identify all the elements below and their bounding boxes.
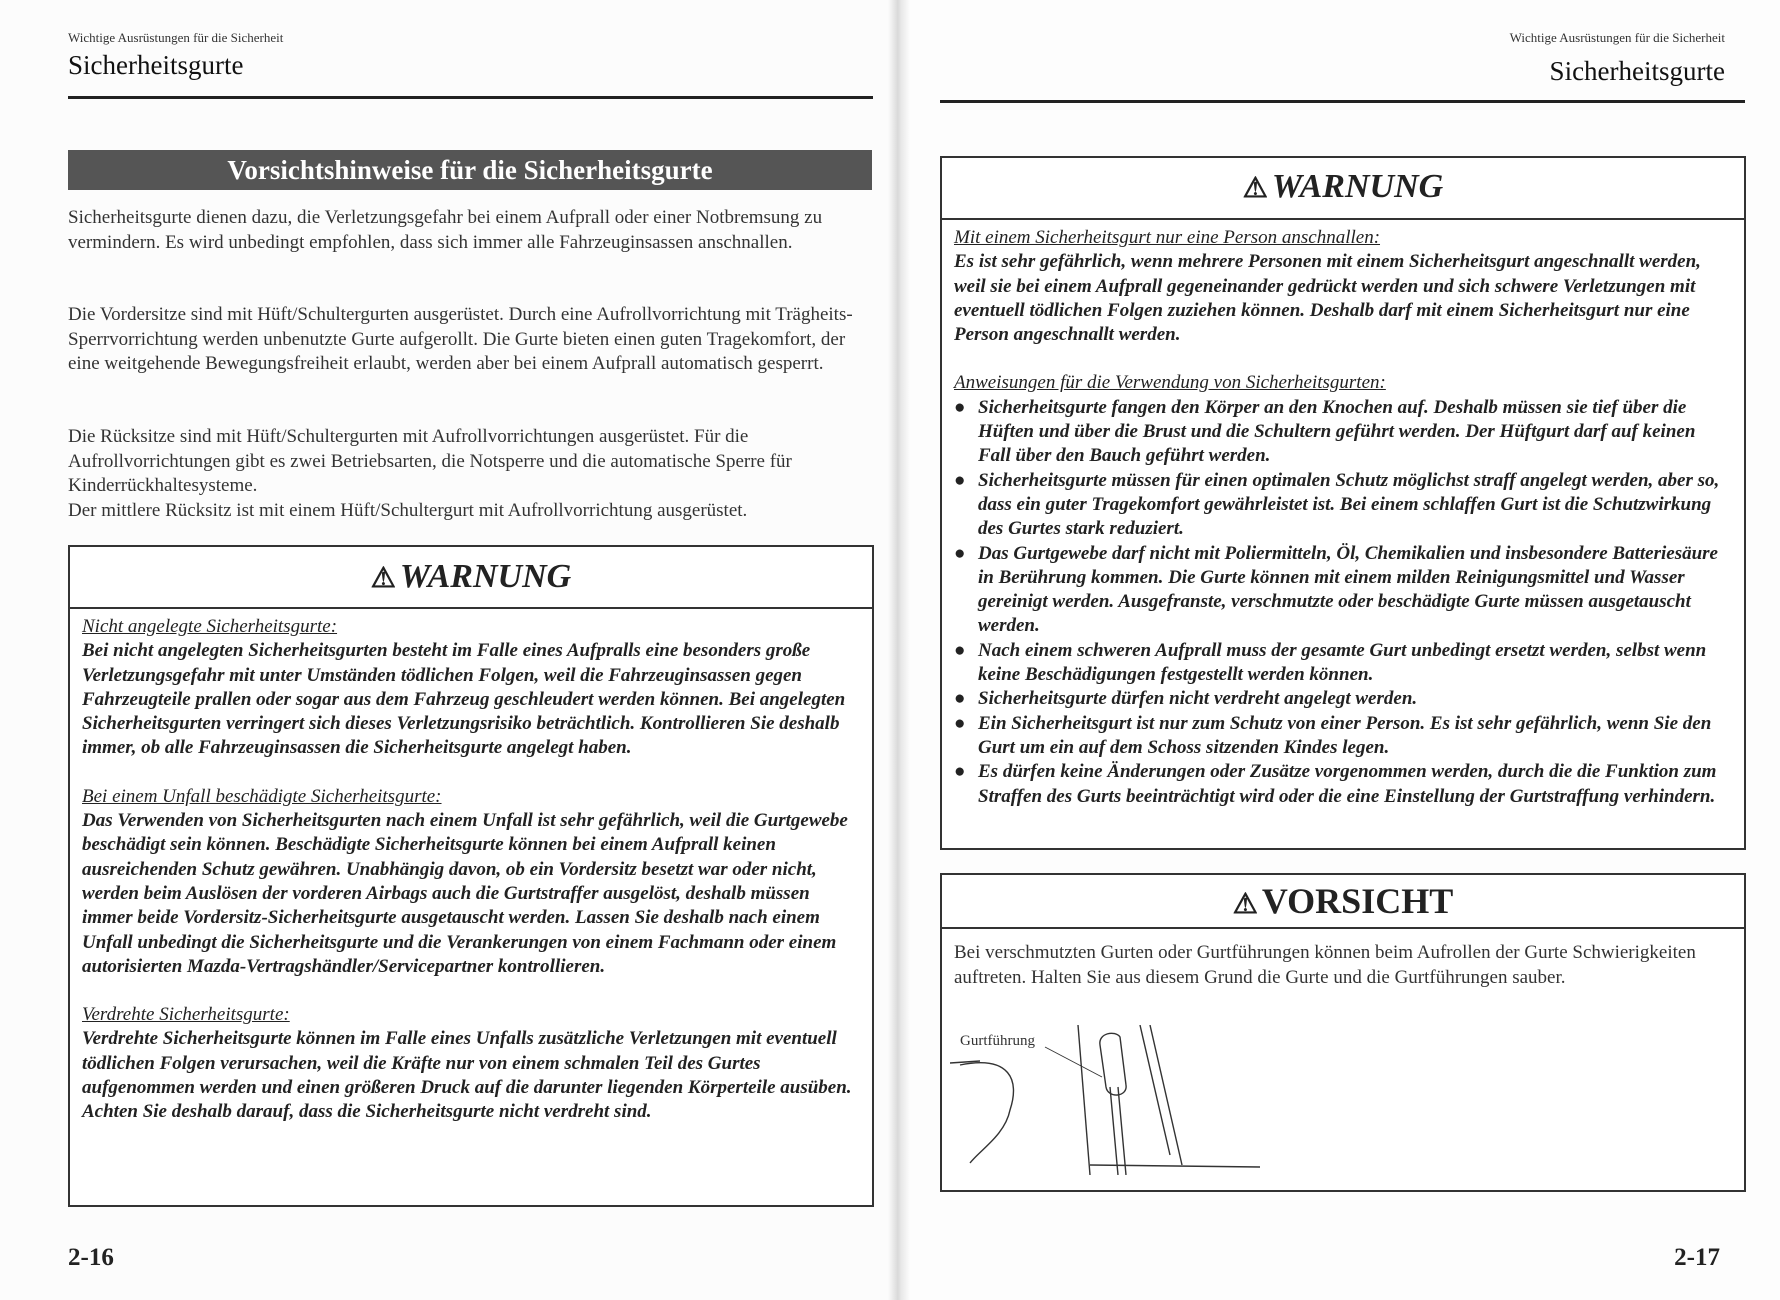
bullet-icon: ●: [954, 542, 966, 564]
bullet-item: ● Das Gurtgewebe darf nicht mit Poliermitteln, Öl, Chemikalien und insbesondere Batteriesäure in Berührung kommen. Die Gurte können mit einem milden Reinigungsmittel und Wasser gereinigt werden. Ausgefranste, verschmutzte oder beschädigte Gurte müssen ausgetauscht werden.: [954, 542, 1732, 639]
bullet-icon: ●: [954, 688, 966, 710]
bullet-icon: ●: [954, 712, 966, 734]
caution-title: VORSICHT: [1261, 881, 1454, 921]
figure-label: Gurtführung: [960, 1033, 1035, 1049]
book-spine: [888, 0, 910, 1300]
warning-triangle-icon: ⚠: [1232, 889, 1258, 920]
pillar-line: [1150, 1025, 1182, 1165]
warning-title: WARNUNG: [399, 558, 572, 595]
warning-title: WARNUNG: [1271, 168, 1444, 205]
page-number: 2-17: [1674, 1244, 1720, 1271]
intro-paragraph: Die Rücksitze sind mit Hüft/Schultergurten mit Aufrollvorrichtungen ausgerüstet. Für die Aufrollvorrichtungen gibt es zwei Betriebsarten, die Notsperre und die automatische Sperre für Kinderrückhaltesysteme.: [68, 426, 792, 496]
bullet-icon: ●: [954, 396, 966, 418]
warning-triangle-icon: ⚠: [1242, 173, 1268, 204]
intro-paragraph-group: [68, 425, 868, 523]
warning-subheading: Mit einem Sicherheitsgurt nur eine Person anschnallen:: [954, 227, 1381, 248]
belt-strap: [1110, 1087, 1118, 1175]
caution-header: [942, 875, 1744, 929]
intro-paragraph: Der mittlere Rücksitz ist mit einem Hüft/Schultergurt mit Aufrollvorrichtung ausgerüstet.: [68, 499, 748, 521]
leader-line: [1045, 1047, 1102, 1077]
bullet-icon: ●: [954, 761, 966, 783]
bullet-item: ● Sicherheitsgurte müssen für einen optimalen Schutz möglichst straff angelegt werden, aber so, dass ein guter Tragekomfort gewährleistet ist. Bei einem schlaffen Gurt ist die Schutzwirkung des Gurtes stark reduziert.: [954, 469, 1732, 542]
warning-subheading: Bei einem Unfall beschädigte Sicherheitsgurte:: [82, 785, 442, 807]
warning-text: Es ist sehr gefährlich, wenn mehrere Personen mit einem Sicherheitsgurt angeschnallt werden, weil sie bei einem Aufprall gegeneinander gedrückt werden und sich schwere Verletzungen mit eventuell tödlichen Folgen zuziehen können. Deshalb darf mit einem Sicherheitsgurt nur eine Person angeschnallt werden.: [954, 251, 1701, 346]
bullet-item: ● Ein Sicherheitsgurt ist nur zum Schutz von einer Person. Es ist sehr gefährlich, wenn Sie den Gurt um ein auf dem Schoss sitzenden Kindes legen.: [954, 712, 1732, 761]
warning-triangle-icon: ⚠: [370, 563, 396, 594]
bullet-icon: ●: [954, 469, 966, 491]
caution-text: Bei verschmutzten Gurten oder Gurtführungen können beim Aufrollen der Gurte Schwierigkeiten auftreten. Halten Sie aus diesem Grund die Gurte und die Gurtführungen sauber.: [954, 942, 1696, 988]
warning-subheading: Verdrehte Sicherheitsgurte:: [82, 1004, 290, 1026]
belt-guide-outline: [1100, 1033, 1126, 1095]
bullet-item: ● Nach einem schweren Aufprall muss der gesamte Gurt unbedingt ersetzt werden, selbst wenn keine Beschädigungen festgestellt werden können.: [954, 639, 1732, 688]
warning-body: [70, 609, 872, 1125]
bullet-item: ● Es dürfen keine Änderungen oder Zusätze vorgenommen werden, durch die die Funktion zum Straffen des Gurts beeinträchtigt wird oder die eine Einstellung der Gurtstraffung verhindern.: [954, 760, 1732, 809]
warning-box: [68, 545, 874, 1207]
warning-text: Verdrehte Sicherheitsgurte können im Falle eines Unfalls zusätzliche Verletzungen mit eventuell tödlichen Folgen verursachen, weil die Kräfte nur von einem schmalen Teil des Gurtes aufgenommen werden und einen größeren Druck auf die darunter liegenden Körperteile ausüben. Achten Sie deshalb darauf, dass die Sicherheitsgurte nicht verdreht sind.: [82, 1028, 852, 1123]
bullet-item: ● Sicherheitsgurte fangen den Körper an den Knochen auf. Deshalb müssen sie tief über die Hüften und über die Brust und die Schultern geführt werden. Der Hüftgurt darf auf keinen Fall über den Bauch geführt werden.: [954, 396, 1732, 469]
warning-text: Das Verwenden von Sicherheitsgurten nach einem Unfall ist sehr gefährlich, weil die Gurtgewebe beschädigt sein können. Beschädigte Sicherheitsgurte können bei einem Aufprall keinen ausreichenden Schutz gewähren. Unabhängig davon, ob ein Vordersitz besetzt war oder nicht, werden beim Auslösen der vorderen Airbags auch die Gurtstraffer ausgelöst, deshalb müssen immer beide Vordersitz-Sicherheitsgurte ausgetauscht werden. Lassen Sie deshalb nach einem Unfall unbedingt die Sicherheitsgurte und die Verankerungen von einem Fachmann oder einem autorisierten Mazda-Vertragshändler/Servicepartner kontrollieren.: [82, 810, 848, 977]
intro-paragraph: Die Vordersitze sind mit Hüft/Schultergurten ausgerüstet. Durch eine Aufrollvorrichtung mit Trägheits-Sperrvorrichtung werden unbenutzte Gurte aufgerollt. Die Gurte bieten einen guten Tragekomfort, der eine weitgehende Bewegungsfreiheit erlaubt, werden aber bei einem Aufprall automatisch gesperrt.: [68, 304, 853, 374]
left-section-title: Sicherheitsgurte: [68, 50, 244, 80]
seat-headrest-outline: [960, 1063, 1013, 1163]
warning-subheading: Nicht angelegte Sicherheitsgurte:: [82, 616, 338, 637]
bullet-icon: ●: [954, 639, 966, 661]
warning-header: [942, 158, 1744, 220]
left-running-header: Wichtige Ausrüstungen für die Sicherheit: [68, 30, 284, 45]
page-number: 2-16: [68, 1244, 114, 1271]
left-header-rule: [68, 96, 873, 99]
right-running-header: Wichtige Ausrüstungen für die Sicherheit: [1509, 30, 1725, 45]
warning-text: Bei nicht angelegten Sicherheitsgurten besteht im Falle eines Aufpralls eine besonders große Verletzungsgefahr mit unter Umständen tödlichen Folgen, weil die Fahrzeuginsassen gegen Fahrzeugteile prallen oder sogar aus dem Fahrzeug geschleudert werden können. Bei angelegten Sicherheitsgurten verringert sich dieses Verletzungsrisiko beträchtlich. Kontrollieren Sie deshalb immer, ob alle Fahrzeuginsassen die Sicherheitsgurte angelegt haben.: [82, 640, 846, 759]
bullet-item: ● Sicherheitsgurte dürfen nicht verdreht angelegt werden.: [954, 687, 1732, 711]
belt-guide-illustration: [950, 1025, 1280, 1175]
warning-body: [942, 220, 1744, 809]
right-header-rule: [940, 100, 1745, 103]
warning-subheading: Anweisungen für die Verwendung von Sicherheitsgurten:: [954, 372, 1386, 394]
intro-paragraph: Sicherheitsgurte dienen dazu, die Verletzungsgefahr bei einem Aufprall oder einer Notbremsung zu vermindern. Es wird unbedingt empfohlen, dass sich immer alle Fahrzeuginsassen anschnallen.: [68, 207, 823, 253]
right-section-title: Sicherheitsgurte: [1549, 56, 1725, 86]
warning-header: [70, 547, 872, 609]
belt-strap: [1118, 1087, 1126, 1175]
pillar-line: [1078, 1025, 1090, 1175]
section-banner: Vorsichtshinweise für die Sicherheitsgurte: [68, 150, 872, 190]
floor-line: [1090, 1165, 1260, 1167]
caution-box: [940, 873, 1746, 1192]
warning-box: [940, 156, 1746, 850]
